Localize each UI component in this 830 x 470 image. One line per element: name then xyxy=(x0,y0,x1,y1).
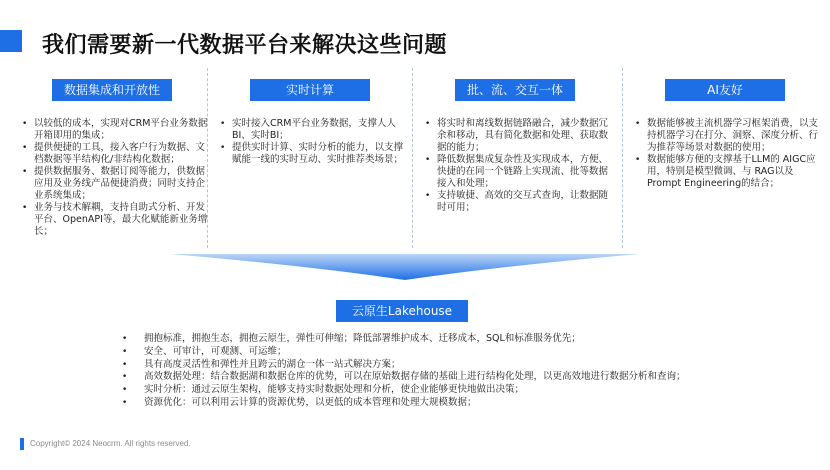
column-heading: 实时计算 xyxy=(250,79,370,101)
list-item: • 拥抱标准，拥抱生态，拥抱云原生，弹性可伸缩；降低部署维护成本、迁移成本，SQL和标准服务优先； xyxy=(122,333,686,346)
column-divider xyxy=(622,68,623,248)
funnel-arrow-icon xyxy=(170,254,640,280)
list-item: • 降低数据集成复杂性及实现成本，方便、快捷的在同一个链路上实现流、批等数据接入和处理； xyxy=(425,154,613,190)
list-item: • 提供数据服务、数据订阅等能力，供数据应用及业务线产品便捷消费；同时支持企业系统集成； xyxy=(22,166,210,202)
list-item: • 具有高度灵活性和弹性并且跨云的湖仓一体一站式解决方案； xyxy=(122,359,686,372)
column-data-integration xyxy=(14,66,210,251)
bullet-list xyxy=(220,118,408,166)
slide-title: 我们需要新一代数据平台来解决这些问题 xyxy=(42,33,448,58)
column-ai-friendly xyxy=(627,66,823,251)
column-divider xyxy=(412,68,413,248)
column-heading: AI友好 xyxy=(665,79,785,101)
column-heading: 数据集成和开放性 xyxy=(52,79,172,101)
bullet-list xyxy=(425,118,613,214)
title-accent-bar xyxy=(0,30,22,52)
list-item: • 将实时和离线数据链路融合，减少数据冗余和移动，具有简化数据和处理、获取数据的能力； xyxy=(425,118,613,154)
copyright-text: Copyright© 2024 Neocrm. All rights reserved. xyxy=(30,439,191,448)
lakehouse-bullet-list xyxy=(122,333,686,410)
list-item: • 提供便捷的工具，接入客户行为数据、文档数据等半结构化/非结构化数据； xyxy=(22,142,210,166)
list-item: • 以较低的成本，实现对CRM平台业务数据开箱即用的集成； xyxy=(22,118,210,142)
column-heading: 批、流、交互一体 xyxy=(455,79,575,101)
list-item: • 实时接入CRM平台业务数据，支撑人人BI、实时BI； xyxy=(220,118,408,142)
column-divider xyxy=(207,68,208,248)
list-item: • 提供实时计算、实时分析的能力，以支撑赋能一线的实时互动、实时推荐类场景； xyxy=(220,142,408,166)
bullet-list xyxy=(22,118,210,238)
list-item: • 支持敏捷、高效的交互式查询，让数据随时可用； xyxy=(425,190,613,214)
list-item: • 业务与技术解耦，支持自助式分析、开发平台、OpenAPI等，最大化赋能新业务增长； xyxy=(22,202,210,238)
list-item: • 数据能够被主流机器学习框架消费，以支持机器学习在打分、洞察、深度分析、行为推荐等场景对数据的使用； xyxy=(635,118,823,154)
list-item: • 实时分析：通过云原生架构，能够支持实时数据处理和分析，使企业能够更快地做出决策； xyxy=(122,384,686,397)
footer-accent-bar xyxy=(20,438,24,450)
list-item: • 安全、可审计，可观测、可运维； xyxy=(122,346,686,359)
list-item: • 资源优化：可以利用云计算的资源优势，以更低的成本管理和处理大规模数据； xyxy=(122,397,686,410)
column-batch-stream xyxy=(417,66,613,251)
list-item: • 数据能够方便的支撑基于LLM的 AIGC应用，特别是模型微调、与 RAG以及Prompt Engineering的结合； xyxy=(635,154,823,190)
bullet-list xyxy=(635,118,823,190)
lakehouse-label: 云原生Lakehouse xyxy=(336,300,468,322)
column-realtime xyxy=(212,66,408,251)
list-item: • 高效数据处理：结合数据湖和数据仓库的优势，可以在原始数据存储的基础上进行结构化处理，以更高效地进行数据分析和查询； xyxy=(122,371,686,384)
